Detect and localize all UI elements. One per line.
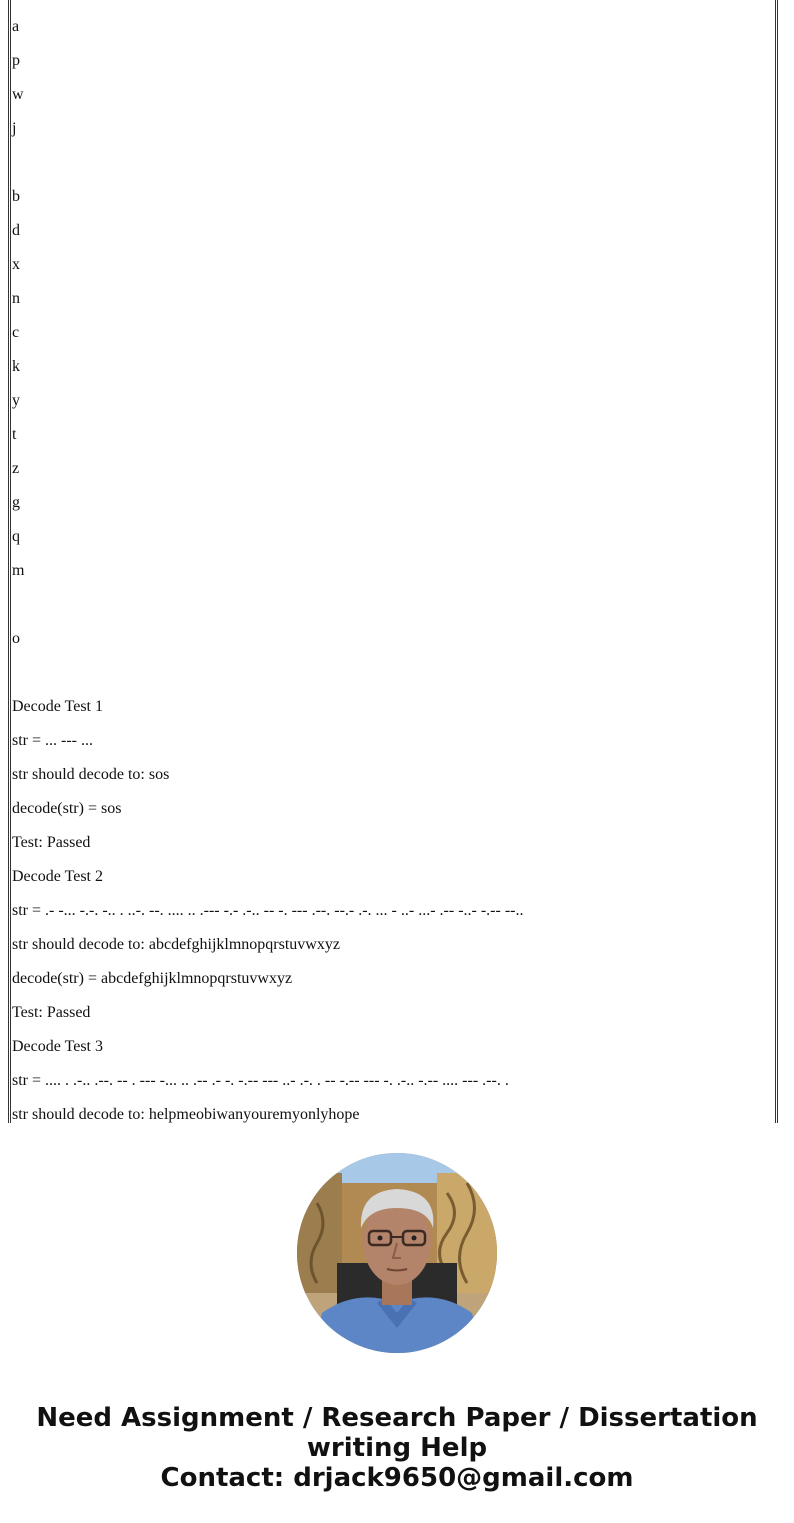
actual-output-line: decode(str) = sos — [12, 800, 122, 817]
cta-line-2: writing Help — [306, 1433, 488, 1463]
document-lines — [12, 17, 775, 1123]
input-string-line: str = .- -... -.-. -.. . ..-. --. .... .. .--- -.- .-.. -- -. --- .--. --.- .-. ... - ..- ...- .-- -..- -.-- --.. — [12, 902, 524, 919]
text-line: d — [12, 222, 20, 239]
text-line — [12, 663, 775, 697]
text-line: z — [12, 460, 20, 477]
test-result-line: Test: Passed — [12, 1004, 91, 1021]
text-line: q — [12, 528, 20, 545]
text-line: g — [12, 494, 20, 511]
text-line: w — [12, 86, 24, 103]
text-line: a — [12, 18, 20, 35]
contact-email: Contact: drjack9650@gmail.com — [160, 1463, 634, 1493]
text-line: t — [12, 426, 17, 443]
person-portrait-icon — [297, 1153, 497, 1353]
expected-output-line: str should decode to: helpmeobiwanyouremyonlyhope — [12, 1106, 360, 1123]
contact-banner — [0, 1403, 794, 1493]
expected-output-line: str should decode to: sos — [12, 766, 170, 783]
text-line: x — [12, 256, 20, 273]
cta-line-1: Need Assignment / Research Paper / Dissertation — [36, 1403, 758, 1433]
text-line: j — [12, 120, 17, 137]
text-line: p — [12, 52, 20, 69]
test-result-line: Test: Passed — [12, 834, 91, 851]
decode-test-heading: Decode Test 2 — [12, 868, 103, 885]
text-line — [12, 595, 775, 629]
decode-test-heading: Decode Test 3 — [12, 1038, 103, 1055]
text-line: b — [12, 188, 20, 205]
expected-output-line: str should decode to: abcdefghijklmnopqrstuvwxyz — [12, 936, 340, 953]
avatar — [297, 1153, 497, 1353]
input-string-line: str = ... --- ... — [12, 732, 94, 749]
text-line: k — [12, 358, 20, 375]
decode-test-heading: Decode Test 1 — [12, 698, 103, 715]
text-line: y — [12, 392, 20, 409]
text-line: m — [12, 562, 25, 579]
text-line — [12, 153, 775, 187]
text-line: c — [12, 324, 20, 341]
input-string-line: str = .... . .-.. .--. -- . --- -... .. .-- .- -. -.-- --- ..- .-. . -- -.-- --- -. .-.. -.-- .... --- .--. . — [12, 1072, 509, 1089]
text-line: n — [12, 290, 20, 307]
document-frame — [8, 0, 778, 1123]
actual-output-line: decode(str) = abcdefghijklmnopqrstuvwxyz — [12, 970, 293, 987]
text-line: o — [12, 630, 20, 647]
